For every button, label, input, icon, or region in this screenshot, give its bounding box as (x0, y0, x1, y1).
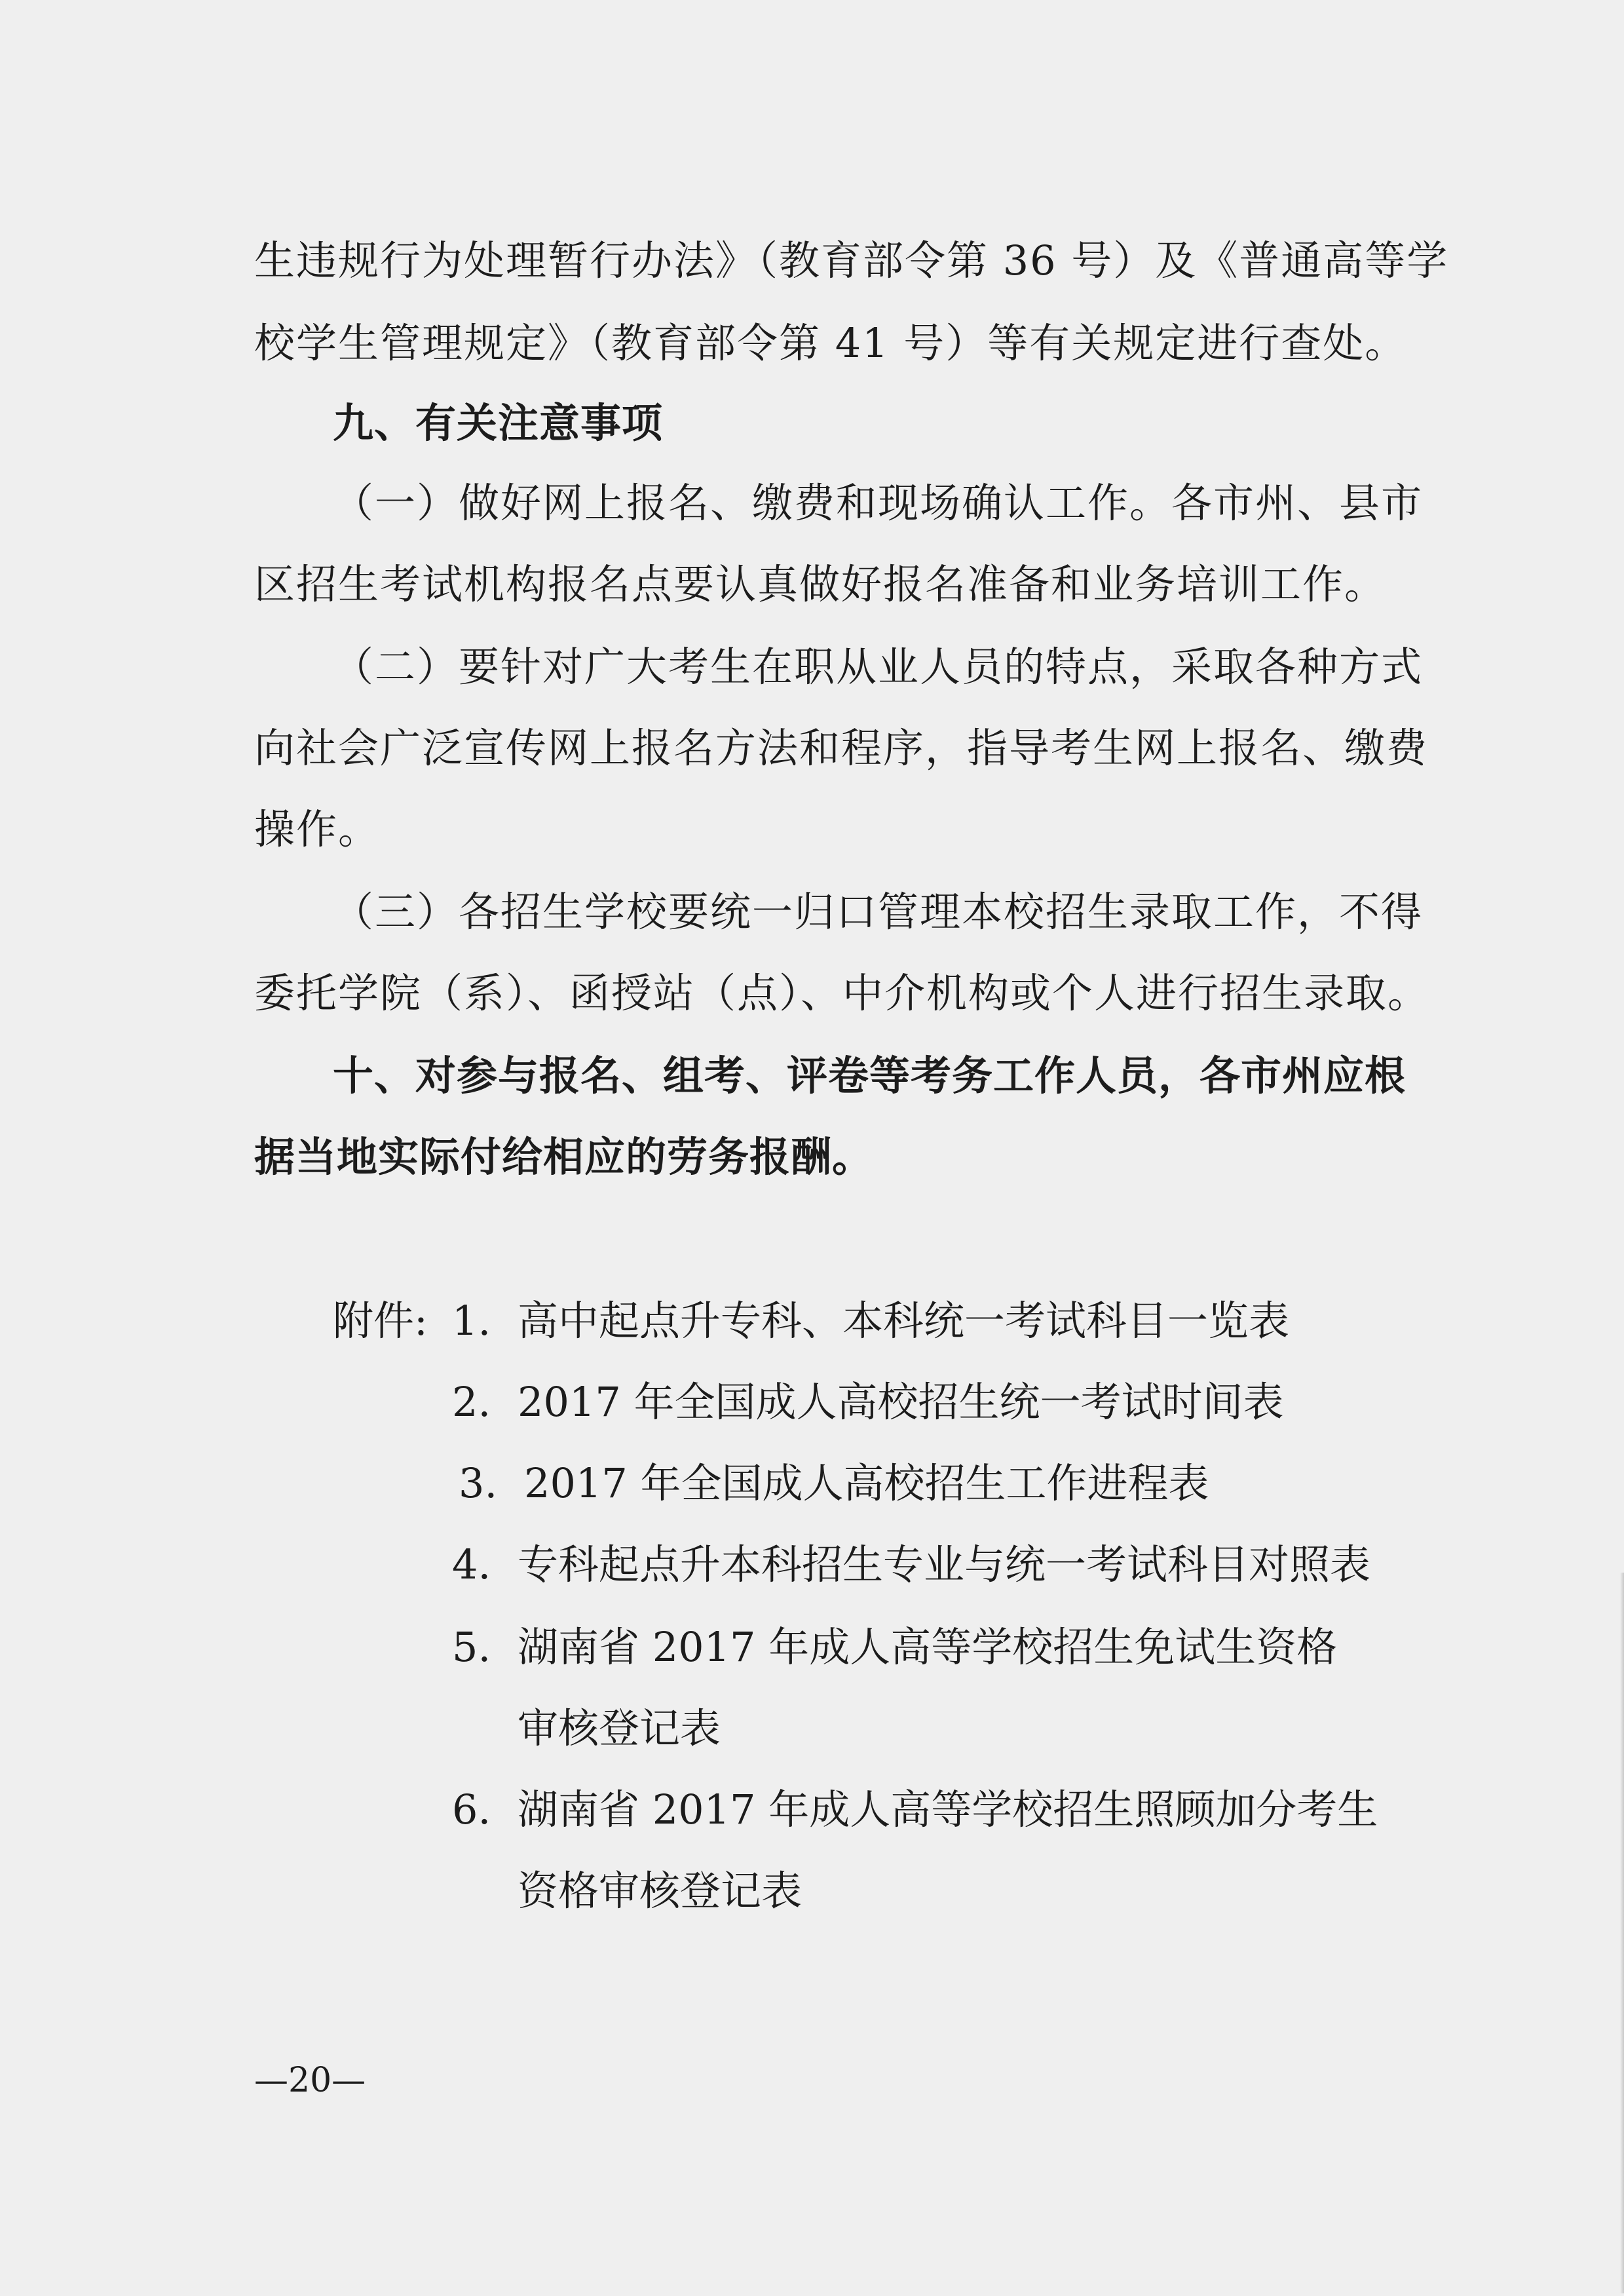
attachment-title: 高中起点升专科、本科统一考试科目一览表 (518, 1297, 1290, 1345)
attachment-title: 2017 年全国成人高校招生统一考试时间表 (518, 1378, 1284, 1426)
attachment-number: 1. (452, 1297, 491, 1345)
paragraph-item-1-cont: 区招生考试机构报名点要认真做好报名准备和业务培训工作。 (254, 560, 1387, 608)
attachments-label: 附件: (333, 1297, 428, 1345)
attachment-item (452, 1539, 1370, 1591)
attachment-number: 4. (452, 1540, 491, 1588)
section-heading-10: 十、对参与报名、组考、评卷等考务工作人员，各市州应根 (333, 1052, 1407, 1100)
attachment-item (459, 1457, 1209, 1510)
attachment-number: 3. (459, 1459, 498, 1507)
attachment-title: 湖南省 2017 年成人高等学校招生免试生资格 (518, 1623, 1338, 1671)
paragraph-item-1: （一）做好网上报名、缴费和现场确认工作。各市州、县市 (333, 479, 1424, 527)
attachment-item (452, 1784, 1378, 1836)
attachment-number: 6. (452, 1786, 491, 1833)
attachment-item (452, 1621, 1337, 1674)
page-edge-shadow (1620, 1573, 1624, 2293)
attachment-item (452, 1376, 1284, 1428)
attachment-title: 湖南省 2017 年成人高等学校招生照顾加分考生 (518, 1786, 1378, 1833)
attachment-title-cont: 审核登记表 (518, 1704, 721, 1752)
paragraph-item-2-cont: 向社会广泛宣传网上报名方法和程序，指导考生网上报名、缴费 (254, 724, 1429, 772)
section-heading-9: 九、有关注意事项 (333, 399, 664, 447)
attachment-number: 2. (452, 1378, 491, 1426)
paragraph-item-3-cont: 委托学院（系）、函授站（点）、中介机构或个人进行招生录取。 (254, 969, 1430, 1017)
section-heading-10-cont: 据当地实际付给相应的劳务报酬。 (254, 1133, 874, 1181)
body-text-line: 生违规行为处理暂行办法》（教育部令第 36 号）及《普通高等学 (254, 237, 1449, 284)
attachment-title-cont: 资格审核登记表 (518, 1867, 803, 1915)
page-number: —20— (254, 2061, 366, 2100)
paragraph-item-2-cont: 操作。 (254, 805, 381, 853)
paragraph-item-3: （三）各招生学校要统一归口管理本校招生录取工作，不得 (333, 888, 1424, 936)
body-text-line: 校学生管理规定》（教育部令第 41 号）等有关规定进行查处。 (254, 319, 1407, 367)
attachment-title: 2017 年全国成人高校招生工作进程表 (524, 1459, 1209, 1507)
paragraph-item-2: （二）要针对广大考生在职从业人员的特点，采取各种方式 (333, 643, 1424, 691)
attachment-number: 5. (452, 1623, 491, 1671)
attachment-item (452, 1295, 1289, 1347)
attachment-title: 专科起点升本科招生专业与统一考试科目对照表 (518, 1540, 1371, 1588)
